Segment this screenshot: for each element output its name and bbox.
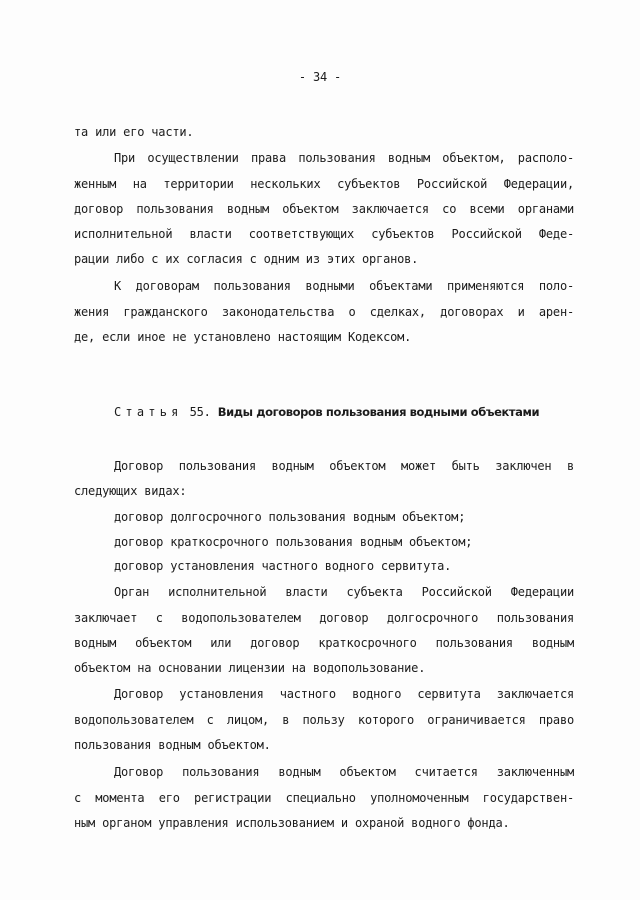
article-number: 55. — [189, 405, 211, 419]
paragraph-line: Орган исполнительной власти субъекта Российской Федерации — [114, 585, 574, 599]
article-heading — [114, 404, 574, 420]
article-title: Виды договоров пользования водными объектами — [217, 405, 540, 419]
paragraph-line: водным объектом или договор краткосрочного пользования водным — [74, 636, 574, 650]
paragraph-line: Договор пользования водным объектом считается заключенным — [114, 765, 574, 779]
paragraph-line: договор установления частного водного сервитута. — [114, 559, 452, 573]
paragraph-line: Договор пользования водным объектом может быть заключен в — [114, 459, 574, 473]
paragraph-line: женным на территории нескольких субъектов Российской Федерации, — [74, 177, 574, 191]
paragraph-line: с момента его регистрации специально уполномоченным государствен- — [74, 791, 574, 805]
paragraph-line: договор долгосрочного пользования водным объектом; — [114, 510, 466, 524]
paragraph-line: договор краткосрочного пользования водным объектом; — [114, 535, 473, 549]
paragraph-line: объектом на основании лицензии на водопользование. — [74, 661, 426, 675]
paragraph-line: договор пользования водным объектом заключается со всеми органами — [74, 202, 574, 216]
paragraph-line: следующих видах: — [74, 484, 187, 498]
paragraph-line: ным органом управления использованием и охраной водного фонда. — [74, 816, 510, 830]
paragraph-line: Договор установления частного водного сервитута заключается — [114, 687, 574, 701]
paragraph-line: водопользователем с лицом, в пользу которого ограничивается право — [74, 713, 574, 727]
paragraph-line: жения гражданского законодательства о сделках, договорах и арен- — [74, 305, 574, 319]
paragraph-line: К договорам пользования водными объектами применяются поло- — [114, 279, 574, 293]
paragraph-line: та или его части. — [74, 125, 194, 139]
paragraph-line: исполнительной власти соответствующих субъектов Российской Феде- — [74, 227, 574, 241]
page-number: - 34 - — [298, 70, 342, 84]
paragraph-line: пользования водным объектом. — [74, 738, 271, 752]
paragraph-line: рации либо с их согласия с одним из этих органов. — [74, 252, 419, 266]
paragraph-line: де, если иное не установлено настоящим Кодексом. — [74, 330, 412, 344]
paragraph-line: заключает с водопользователем договор долгосрочного пользования — [74, 611, 574, 625]
article-word: Статья — [114, 405, 183, 419]
paragraph-line: При осуществлении права пользования водным объектом, располо- — [114, 151, 574, 165]
